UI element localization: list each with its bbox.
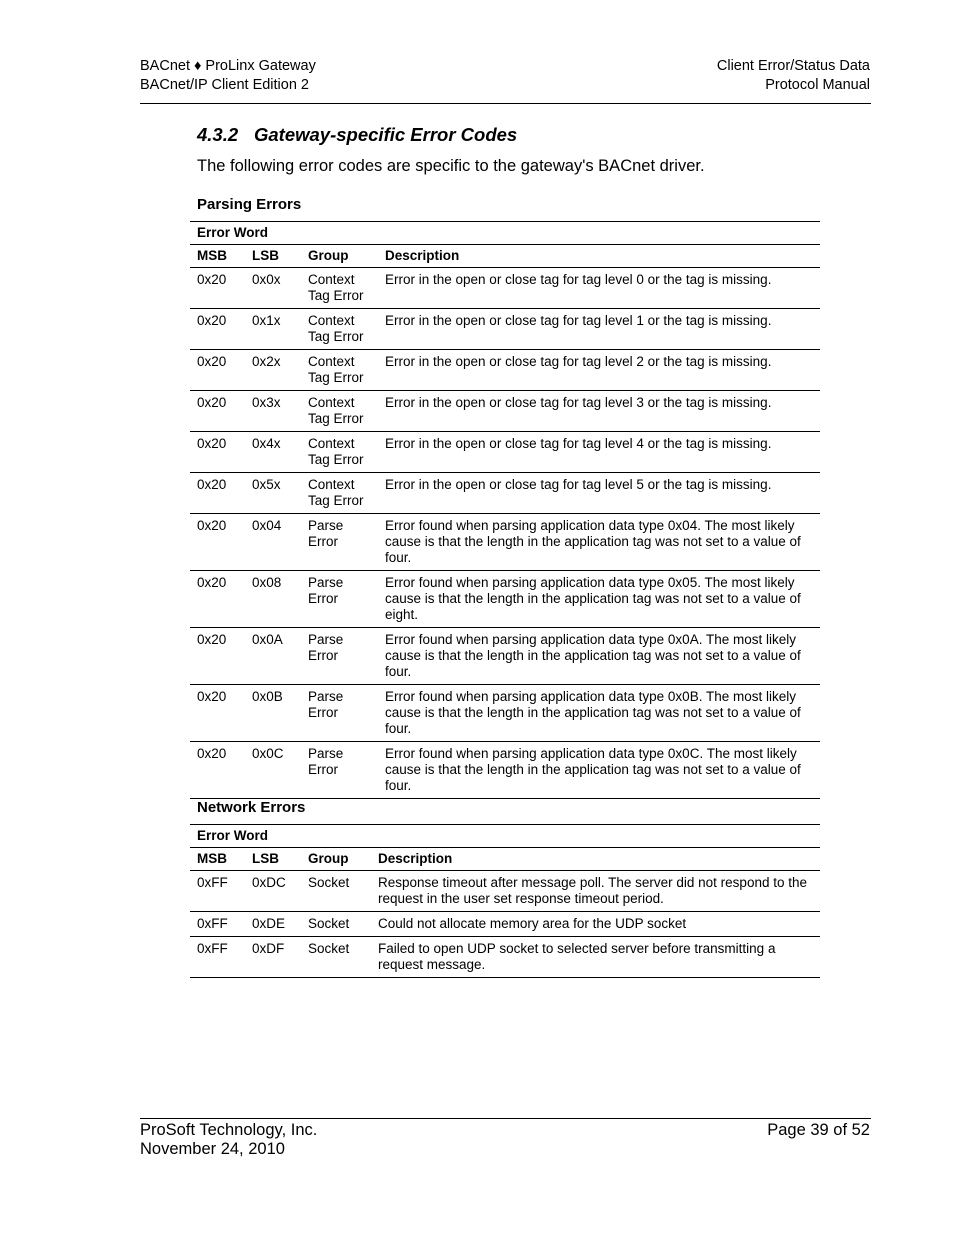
table-row xyxy=(190,391,820,432)
column-header-lsb: LSB xyxy=(245,848,301,871)
header-manual: Protocol Manual xyxy=(765,77,870,93)
cell-description: Error found when parsing application data type 0x0A. The most likely cause is that the length in the application tag was not set to a value of four. xyxy=(378,628,820,685)
table-group-header xyxy=(190,222,820,245)
cell-msb: 0x20 xyxy=(190,473,245,514)
cell-lsb: 0xDF xyxy=(245,937,301,978)
parsing-errors-body xyxy=(190,268,820,799)
network-errors-table xyxy=(190,824,820,978)
table-row xyxy=(190,268,820,309)
cell-description: Error in the open or close tag for tag level 1 or the tag is missing. xyxy=(378,309,820,350)
cell-description: Error found when parsing application data type 0x04. The most likely cause is that the length in the application tag was not set to a value of four. xyxy=(378,514,820,571)
header-edition: BACnet/IP Client Edition 2 xyxy=(140,77,309,93)
cell-lsb: 0x0C xyxy=(245,742,301,799)
cell-msb: 0x20 xyxy=(190,514,245,571)
column-header-description: Description xyxy=(371,848,820,871)
column-header-group: Group xyxy=(301,848,371,871)
cell-description: Error in the open or close tag for tag level 0 or the tag is missing. xyxy=(378,268,820,309)
footer-page-number: Page 39 of 52 xyxy=(767,1121,870,1139)
cell-lsb: 0x1x xyxy=(245,309,301,350)
cell-msb: 0x20 xyxy=(190,309,245,350)
cell-description: Response timeout after message poll. The server did not respond to the request in the user set response timeout period. xyxy=(371,871,820,912)
column-header-lsb: LSB xyxy=(245,245,301,268)
cell-msb: 0x20 xyxy=(190,742,245,799)
parsing-errors-caption: Parsing Errors xyxy=(197,196,302,213)
cell-msb: 0x20 xyxy=(190,391,245,432)
table-row xyxy=(190,742,820,799)
cell-group: Context Tag Error xyxy=(301,432,378,473)
cell-msb: 0x20 xyxy=(190,268,245,309)
header-product: BACnet ♦ ProLinx Gateway xyxy=(140,58,316,74)
cell-lsb: 0x08 xyxy=(245,571,301,628)
cell-msb: 0x20 xyxy=(190,685,245,742)
cell-group: Parse Error xyxy=(301,571,378,628)
cell-group: Parse Error xyxy=(301,742,378,799)
table-row xyxy=(190,514,820,571)
error-word-label: Error Word xyxy=(190,222,820,245)
table-row xyxy=(190,432,820,473)
network-errors-body xyxy=(190,871,820,978)
cell-msb: 0x20 xyxy=(190,432,245,473)
section-number: 4.3.2 xyxy=(197,124,239,145)
cell-lsb: 0x5x xyxy=(245,473,301,514)
footer-company: ProSoft Technology, Inc. xyxy=(140,1121,318,1139)
cell-description: Error found when parsing application data type 0x0B. The most likely cause is that the length in the application tag was not set to a value of four. xyxy=(378,685,820,742)
cell-description: Error found when parsing application data type 0x0C. The most likely cause is that the length in the application tag was not set to a value of four. xyxy=(378,742,820,799)
table-column-header xyxy=(190,245,820,268)
cell-lsb: 0xDC xyxy=(245,871,301,912)
cell-description: Error in the open or close tag for tag level 4 or the tag is missing. xyxy=(378,432,820,473)
error-word-label: Error Word xyxy=(190,825,820,848)
table-row xyxy=(190,473,820,514)
cell-group: Context Tag Error xyxy=(301,268,378,309)
header-left xyxy=(140,57,316,95)
cell-lsb: 0x2x xyxy=(245,350,301,391)
column-header-description: Description xyxy=(378,245,820,268)
table-row xyxy=(190,937,820,978)
header-right xyxy=(717,57,870,95)
column-header-group: Group xyxy=(301,245,378,268)
cell-lsb: 0x0x xyxy=(245,268,301,309)
cell-msb: 0x20 xyxy=(190,571,245,628)
table-column-header xyxy=(190,848,820,871)
cell-group: Parse Error xyxy=(301,628,378,685)
table-row xyxy=(190,571,820,628)
cell-group: Context Tag Error xyxy=(301,391,378,432)
cell-lsb: 0x4x xyxy=(245,432,301,473)
cell-lsb: 0xDE xyxy=(245,912,301,937)
table-group-header xyxy=(190,825,820,848)
cell-description: Failed to open UDP socket to selected server before transmitting a request message. xyxy=(371,937,820,978)
table-row xyxy=(190,628,820,685)
cell-msb: 0xFF xyxy=(190,937,245,978)
cell-description: Could not allocate memory area for the UDP socket xyxy=(371,912,820,937)
column-header-msb: MSB xyxy=(190,245,245,268)
cell-group: Socket xyxy=(301,937,371,978)
cell-msb: 0x20 xyxy=(190,628,245,685)
section-heading xyxy=(197,124,517,146)
cell-description: Error found when parsing application data type 0x05. The most likely cause is that the length in the application tag was not set to a value of eight. xyxy=(378,571,820,628)
footer-date: November 24, 2010 xyxy=(140,1140,285,1158)
header-chapter: Client Error/Status Data xyxy=(716,58,870,74)
cell-msb: 0xFF xyxy=(190,871,245,912)
table-row xyxy=(190,685,820,742)
cell-msb: 0x20 xyxy=(190,350,245,391)
cell-group: Socket xyxy=(301,871,371,912)
cell-group: Socket xyxy=(301,912,371,937)
cell-description: Error in the open or close tag for tag level 5 or the tag is missing. xyxy=(378,473,820,514)
table-row xyxy=(190,350,820,391)
parsing-errors-table xyxy=(190,221,820,799)
network-errors-caption: Network Errors xyxy=(197,799,306,816)
page-footer xyxy=(140,1118,871,1158)
page-header xyxy=(140,57,871,104)
cell-group: Parse Error xyxy=(301,685,378,742)
cell-description: Error in the open or close tag for tag level 3 or the tag is missing. xyxy=(378,391,820,432)
column-header-msb: MSB xyxy=(190,848,245,871)
cell-lsb: 0x3x xyxy=(245,391,301,432)
intro-paragraph: The following error codes are specific to the gateway's BACnet driver. xyxy=(197,157,705,175)
cell-msb: 0xFF xyxy=(190,912,245,937)
cell-description: Error in the open or close tag for tag level 2 or the tag is missing. xyxy=(378,350,820,391)
cell-group: Context Tag Error xyxy=(301,350,378,391)
cell-group: Parse Error xyxy=(301,514,378,571)
cell-lsb: 0x04 xyxy=(245,514,301,571)
cell-lsb: 0x0B xyxy=(245,685,301,742)
table-row xyxy=(190,309,820,350)
table-row xyxy=(190,871,820,912)
footer-left xyxy=(140,1121,317,1159)
section-title: Gateway-specific Error Codes xyxy=(254,124,518,145)
table-row xyxy=(190,912,820,937)
cell-group: Context Tag Error xyxy=(301,309,378,350)
cell-group: Context Tag Error xyxy=(301,473,378,514)
cell-lsb: 0x0A xyxy=(245,628,301,685)
